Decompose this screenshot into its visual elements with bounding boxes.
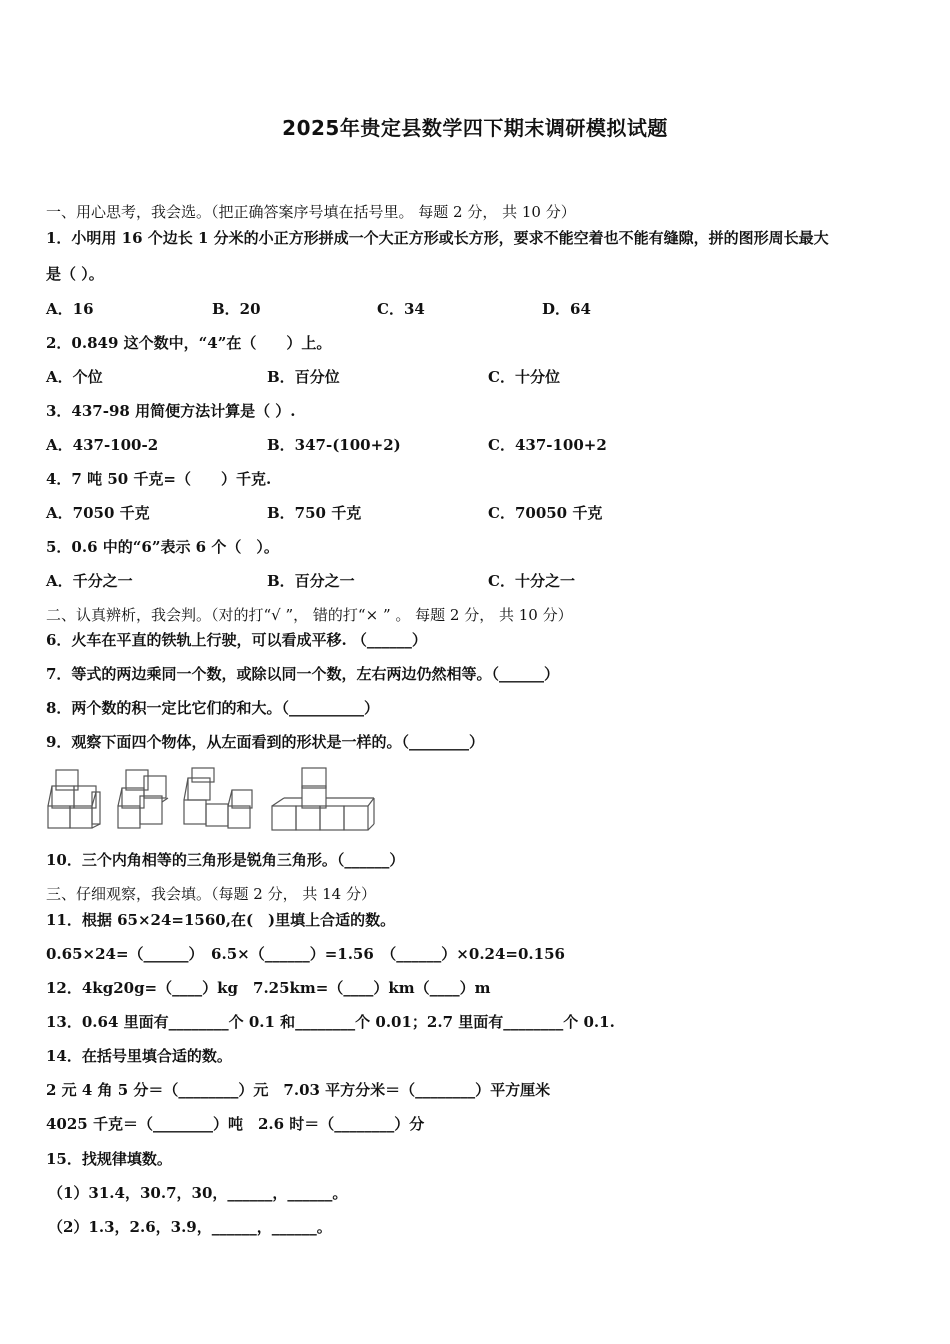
q2-option-a: A．个位 xyxy=(46,368,103,386)
question-15-part-1: （1）31.4，30.7，30，______，______。 xyxy=(48,1184,348,1202)
question-7: 7．等式的两边乘同一个数，或除以同一个数，左右两边仍然相等。（______） xyxy=(46,665,559,683)
section-1-heading: 一、用心思考，我会选。（把正确答案序号填在括号里。 每题 2 分， 共 10 分） xyxy=(46,203,576,221)
q2-option-b: B．百分位 xyxy=(267,368,340,386)
question-14-line-2: 4025 千克＝（________）吨 2.6 时＝（________）分 xyxy=(46,1115,425,1133)
question-5: 5．0.6 中的“6”表示 6 个（ ）。 xyxy=(46,538,279,556)
question-6: 6．火车在平直的铁轨上行驶，可以看成平移. （______） xyxy=(46,631,427,649)
q5-option-a: A．千分之一 xyxy=(46,572,133,590)
question-2: 2．0.849 这个数中，“4”在（ ）上。 xyxy=(46,334,332,352)
section-3-heading: 三、仔细观察，我会填。（每题 2 分， 共 14 分） xyxy=(46,885,376,903)
question-11-blanks: 0.65×24=（______） 6.5×（______）=1.56 （______）×0.24=0.156 xyxy=(46,945,565,963)
question-8: 8．两个数的积一定比它们的和大。（__________） xyxy=(46,699,379,717)
question-14-line-1: 2 元 4 角 5 分＝（________）元 7.03 平方分米＝（________）平方厘米 xyxy=(46,1081,551,1099)
q1-option-a: A．16 xyxy=(46,300,94,318)
question-13: 13．0.64 里面有________个 0.1 和________个 0.01；2.7 里面有________个 0.1. xyxy=(46,1013,615,1031)
q5-option-c: C．十分之一 xyxy=(488,572,575,590)
question-4: 4．7 吨 50 千克=（ ）千克. xyxy=(46,470,272,488)
q1-option-d: D．64 xyxy=(542,300,591,318)
question-1-line-2: 是（ ）。 xyxy=(46,265,104,283)
question-15-part-2: （2）1.3，2.6，3.9，______，______。 xyxy=(48,1218,332,1236)
question-14: 14．在括号里填合适的数。 xyxy=(46,1047,232,1065)
question-3: 3．437-98 用简便方法计算是（ ）. xyxy=(46,402,296,420)
cube-figure-1 xyxy=(48,770,100,828)
q1-option-c: C．34 xyxy=(377,300,425,318)
q3-option-b: B．347-(100+2) xyxy=(267,436,401,454)
q1-option-b: B．20 xyxy=(212,300,261,318)
question-12: 12．4kg20g=（____）kg 7.25km=（____）km（____）m xyxy=(46,979,491,997)
q2-option-c: C．十分位 xyxy=(488,368,560,386)
question-15: 15．找规律填数。 xyxy=(46,1150,172,1168)
q3-option-c: C．437-100+2 xyxy=(488,436,607,454)
cube-figure-3 xyxy=(184,768,252,828)
q5-option-b: B．百分之一 xyxy=(267,572,355,590)
cube-figure-2 xyxy=(118,770,168,828)
q3-option-a: A．437-100-2 xyxy=(46,436,159,454)
cube-figures xyxy=(44,762,384,834)
question-10: 10．三个内角相等的三角形是锐角三角形。（______） xyxy=(46,851,405,869)
page-title: 2025年贵定县数学四下期末调研模拟试题 xyxy=(282,116,668,140)
question-1-line-1: 1．小明用 16 个边长 1 分米的小正方形拼成一个大正方形或长方形，要求不能空着也不能有缝隙，拼的图形周长最大 xyxy=(46,229,829,247)
q4-option-c: C．70050 千克 xyxy=(488,504,603,522)
q4-option-b: B．750 千克 xyxy=(267,504,362,522)
section-2-heading: 二、认真辨析，我会判。（对的打“√ ”， 错的打“× ” 。 每题 2 分， 共 10 分） xyxy=(46,606,573,624)
cube-figure-4 xyxy=(272,768,374,830)
question-9: 9．观察下面四个物体，从左面看到的形状是一样的。（________） xyxy=(46,733,484,751)
question-11: 11．根据 65×24=1560,在( )里填上合适的数。 xyxy=(46,911,396,929)
q4-option-a: A．7050 千克 xyxy=(46,504,150,522)
